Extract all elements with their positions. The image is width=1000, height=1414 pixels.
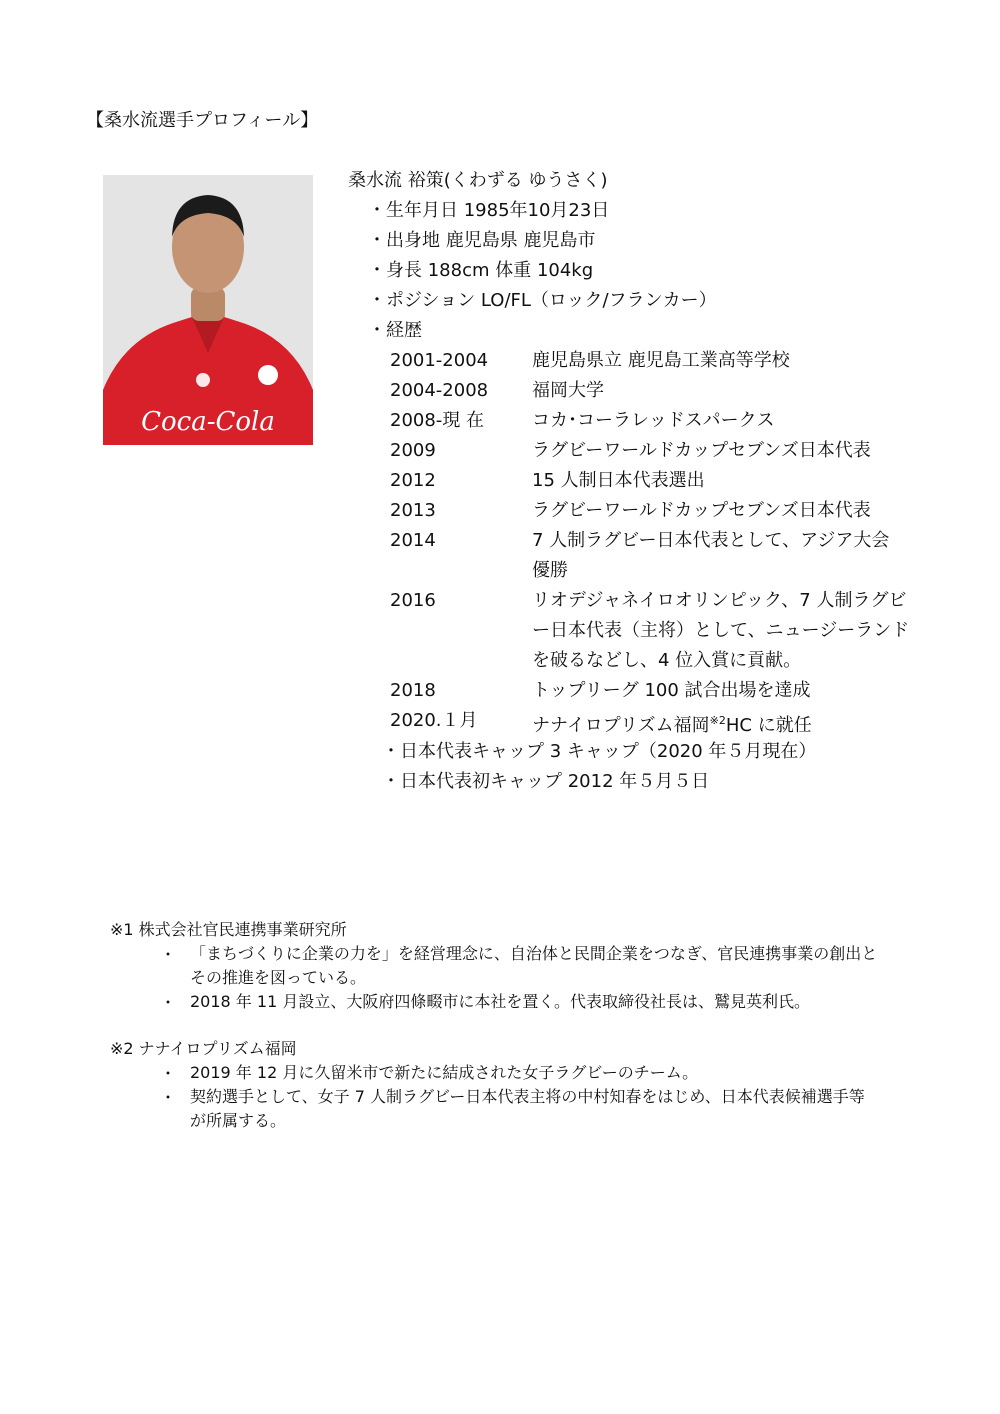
career-row xyxy=(390,436,890,466)
career-list xyxy=(390,346,910,736)
bullet: ・ xyxy=(160,945,177,964)
footnotes xyxy=(110,918,910,1133)
career-row xyxy=(390,496,890,526)
career-year: 2012 xyxy=(390,470,436,491)
footnote-text: 契約選手として、女子 7 人制ラグビー日本代表主将の中村知春をはじめ、日本代表候補選手等 xyxy=(190,1087,865,1106)
bullet: ・ xyxy=(160,993,177,1012)
career-row xyxy=(390,526,890,586)
career-desc: 鹿児島県立 鹿児島工業高等学校 xyxy=(532,350,790,371)
footnote-ref: ※2 xyxy=(709,714,726,727)
player-name: 桑水流 裕策(くわずる ゆうさく) xyxy=(348,170,608,191)
career-year: 2018 xyxy=(390,680,436,701)
career-year: 2001-2004 xyxy=(390,350,489,371)
career-heading: ・経歴 xyxy=(368,320,422,341)
career-desc: 15 人制日本代表選出 xyxy=(532,470,705,491)
career-desc-text: HC に就任 xyxy=(725,715,812,736)
career-desc: トップリーグ 100 試合出場を達成 xyxy=(532,680,811,701)
bullet: ・ xyxy=(160,1064,177,1083)
footnote-item xyxy=(110,942,910,990)
career-year: 2004-2008 xyxy=(390,380,489,401)
footnote-text: 「まちづくりに企業の力を」を経営理念に、自治体と民間企業をつなぎ、官民連携事業の創出と xyxy=(190,944,878,963)
career-desc xyxy=(532,706,882,736)
first-cap: ・日本代表初キャップ 2012 年５月５日 xyxy=(382,771,710,792)
career-year: 2014 xyxy=(390,530,436,551)
career-desc: ラグビーワールドカップセブンズ日本代表 xyxy=(532,440,871,461)
footnote-text: 2018 年 11 月設立、大阪府四條畷市に本社を置く。代表取締役社長は、鷲見英利氏。 xyxy=(190,992,811,1011)
career-desc-text: ナナイロプリズム福岡 xyxy=(532,715,710,736)
footnote-text: 2019 年 12 月に久留米市で新たに結成された女子ラグビーのチーム。 xyxy=(190,1063,699,1082)
footnote-item xyxy=(110,990,910,1014)
career-year: 2016 xyxy=(390,590,436,611)
player-photo-image xyxy=(103,175,313,445)
caps-count: ・日本代表キャップ 3 キャップ（2020 年５月現在） xyxy=(382,741,817,762)
page-title: 【桑水流選手プロフィール】 xyxy=(86,110,319,131)
caps-info xyxy=(382,737,816,797)
career-desc: 福岡大学 xyxy=(532,380,604,401)
birthdate: ・生年月日 1985年10月23日 xyxy=(368,200,610,221)
bio-list xyxy=(368,196,717,346)
career-desc: 7 人制ラグビー日本代表として、アジア大会 xyxy=(532,530,890,551)
career-row xyxy=(390,346,890,376)
career-row xyxy=(390,466,890,496)
footnote-text: その推進を図っている。 xyxy=(190,968,367,987)
height-weight: ・身長 188cm 体重 104kg xyxy=(368,260,594,281)
player-photo xyxy=(103,175,313,445)
career-row xyxy=(390,376,890,406)
position: ・ポジション LO/FL（ロック/フランカー） xyxy=(368,290,717,311)
career-year: 2013 xyxy=(390,500,436,521)
career-row xyxy=(390,406,890,436)
career-desc: を破るなどし、4 位入賞に貢献。 xyxy=(532,650,802,671)
footnote-text: が所属する。 xyxy=(190,1111,287,1130)
bullet: ・ xyxy=(160,1088,177,1107)
footnote-heading: ※1 株式会社官民連携事業研究所 xyxy=(110,920,347,939)
footnote-item xyxy=(110,1085,910,1133)
career-year: 2020.１月 xyxy=(390,710,478,731)
career-desc: ー日本代表（主将）として、ニュージーランド xyxy=(532,620,910,641)
career-year: 2008-現 在 xyxy=(390,410,485,431)
svg-text:Coca‑Cola: Coca‑Cola xyxy=(141,407,275,437)
footnote-item xyxy=(110,1061,910,1085)
career-year: 2009 xyxy=(390,440,436,461)
career-desc: コカ･コーラレッドスパークス xyxy=(532,410,775,431)
birthplace: ・出身地 鹿児島県 鹿児島市 xyxy=(368,230,596,251)
career-desc: 優勝 xyxy=(532,560,568,581)
footnote-heading: ※2 ナナイロプリズム福岡 xyxy=(110,1039,297,1058)
career-row xyxy=(390,676,890,706)
career-row xyxy=(390,586,910,676)
career-desc: リオデジャネイロオリンピック、7 人制ラグビ xyxy=(532,590,907,611)
career-row xyxy=(390,706,890,736)
career-desc: ラグビーワールドカップセブンズ日本代表 xyxy=(532,500,871,521)
